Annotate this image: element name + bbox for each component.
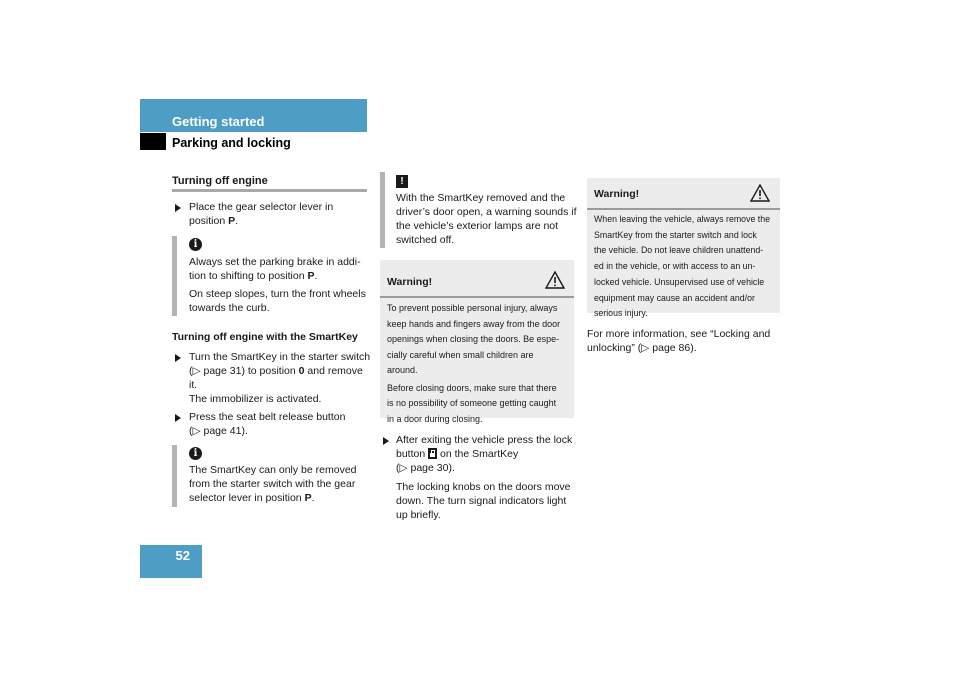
page-number: 52 (175, 548, 190, 563)
bullet-seat-belt: Press the seat belt release button (▷ page 41). (189, 411, 346, 437)
bullet-arrow-icon (175, 414, 181, 422)
note-bar (172, 445, 177, 507)
info-locking-unlocking: For more information, see “Locking and unlocking” (▷ page 86). (587, 328, 771, 354)
warning-text: To prevent possible personal injury, always keep hands and fingers away from the door openings when closing the doors. Be espe- cially careful when small children are around. Before closing doors, make sure that there is no possibility of someone getting caught in a door during closing. (387, 303, 561, 424)
caution-warning-sound: With the SmartKey removed and the driver’s door open, a warning sounds if the vehicle’s exterior lamps are not switched off. (396, 192, 577, 246)
note-parking-brake: Always set the parking brake in addi- tion to shifting to position P. On steep slopes, turn the front wheels towards the curb. (189, 256, 366, 314)
warning-title: Warning! (594, 188, 640, 200)
bullet-press-lock: After exiting the vehicle press the lock button on the SmartKey (▷ page 30). The locking knobs on the doors move down. The turn signal indicators light up briefly. (396, 434, 573, 521)
warning-box-leaving-vehicle (587, 178, 780, 319)
info-icon: i (189, 447, 202, 460)
bullet-turn-smartkey: Turn the SmartKey in the starter switch (▷ page 31) to position 0 and remove it. The immobilizer is activated. (189, 351, 371, 405)
heading-smartkey: Turning off engine with the SmartKey (172, 331, 358, 343)
warning-triangle-icon (750, 184, 770, 202)
warning-title: Warning! (387, 276, 433, 288)
bullet-place-gear-selector: Place the gear selector lever in position P. (189, 201, 334, 227)
info-icon: i (189, 238, 202, 251)
heading-turning-off-engine: Turning off engine (172, 175, 268, 187)
caution-icon: ! (396, 175, 408, 188)
caution-bar (380, 172, 385, 248)
section-title: Getting started (172, 114, 265, 129)
warning-triangle-icon (545, 271, 565, 289)
subsection-marker (140, 133, 166, 150)
warning-box-doors (380, 260, 574, 424)
warning-text: When leaving the vehicle, always remove the SmartKey from the starter switch and lock the vehicle. Do not leave children unattend- ed in the vehicle, or with access to an un- locked vehicle. Unsupervised use of vehicle equipment may cause an accident and/or serious injury. (594, 214, 771, 319)
heading-rule (172, 189, 367, 192)
warning-rule (587, 208, 780, 210)
bullet-arrow-icon (175, 354, 181, 362)
bullet-arrow-icon (383, 437, 389, 445)
lock-button-icon (428, 448, 437, 459)
note-smartkey-removal: The SmartKey can only be removed from the starter switch with the gear selector lever in position P. (189, 464, 357, 504)
warning-rule (380, 296, 574, 298)
bullet-arrow-icon (175, 204, 181, 212)
subsection-title: Parking and locking (172, 136, 291, 150)
note-bar (172, 236, 177, 316)
